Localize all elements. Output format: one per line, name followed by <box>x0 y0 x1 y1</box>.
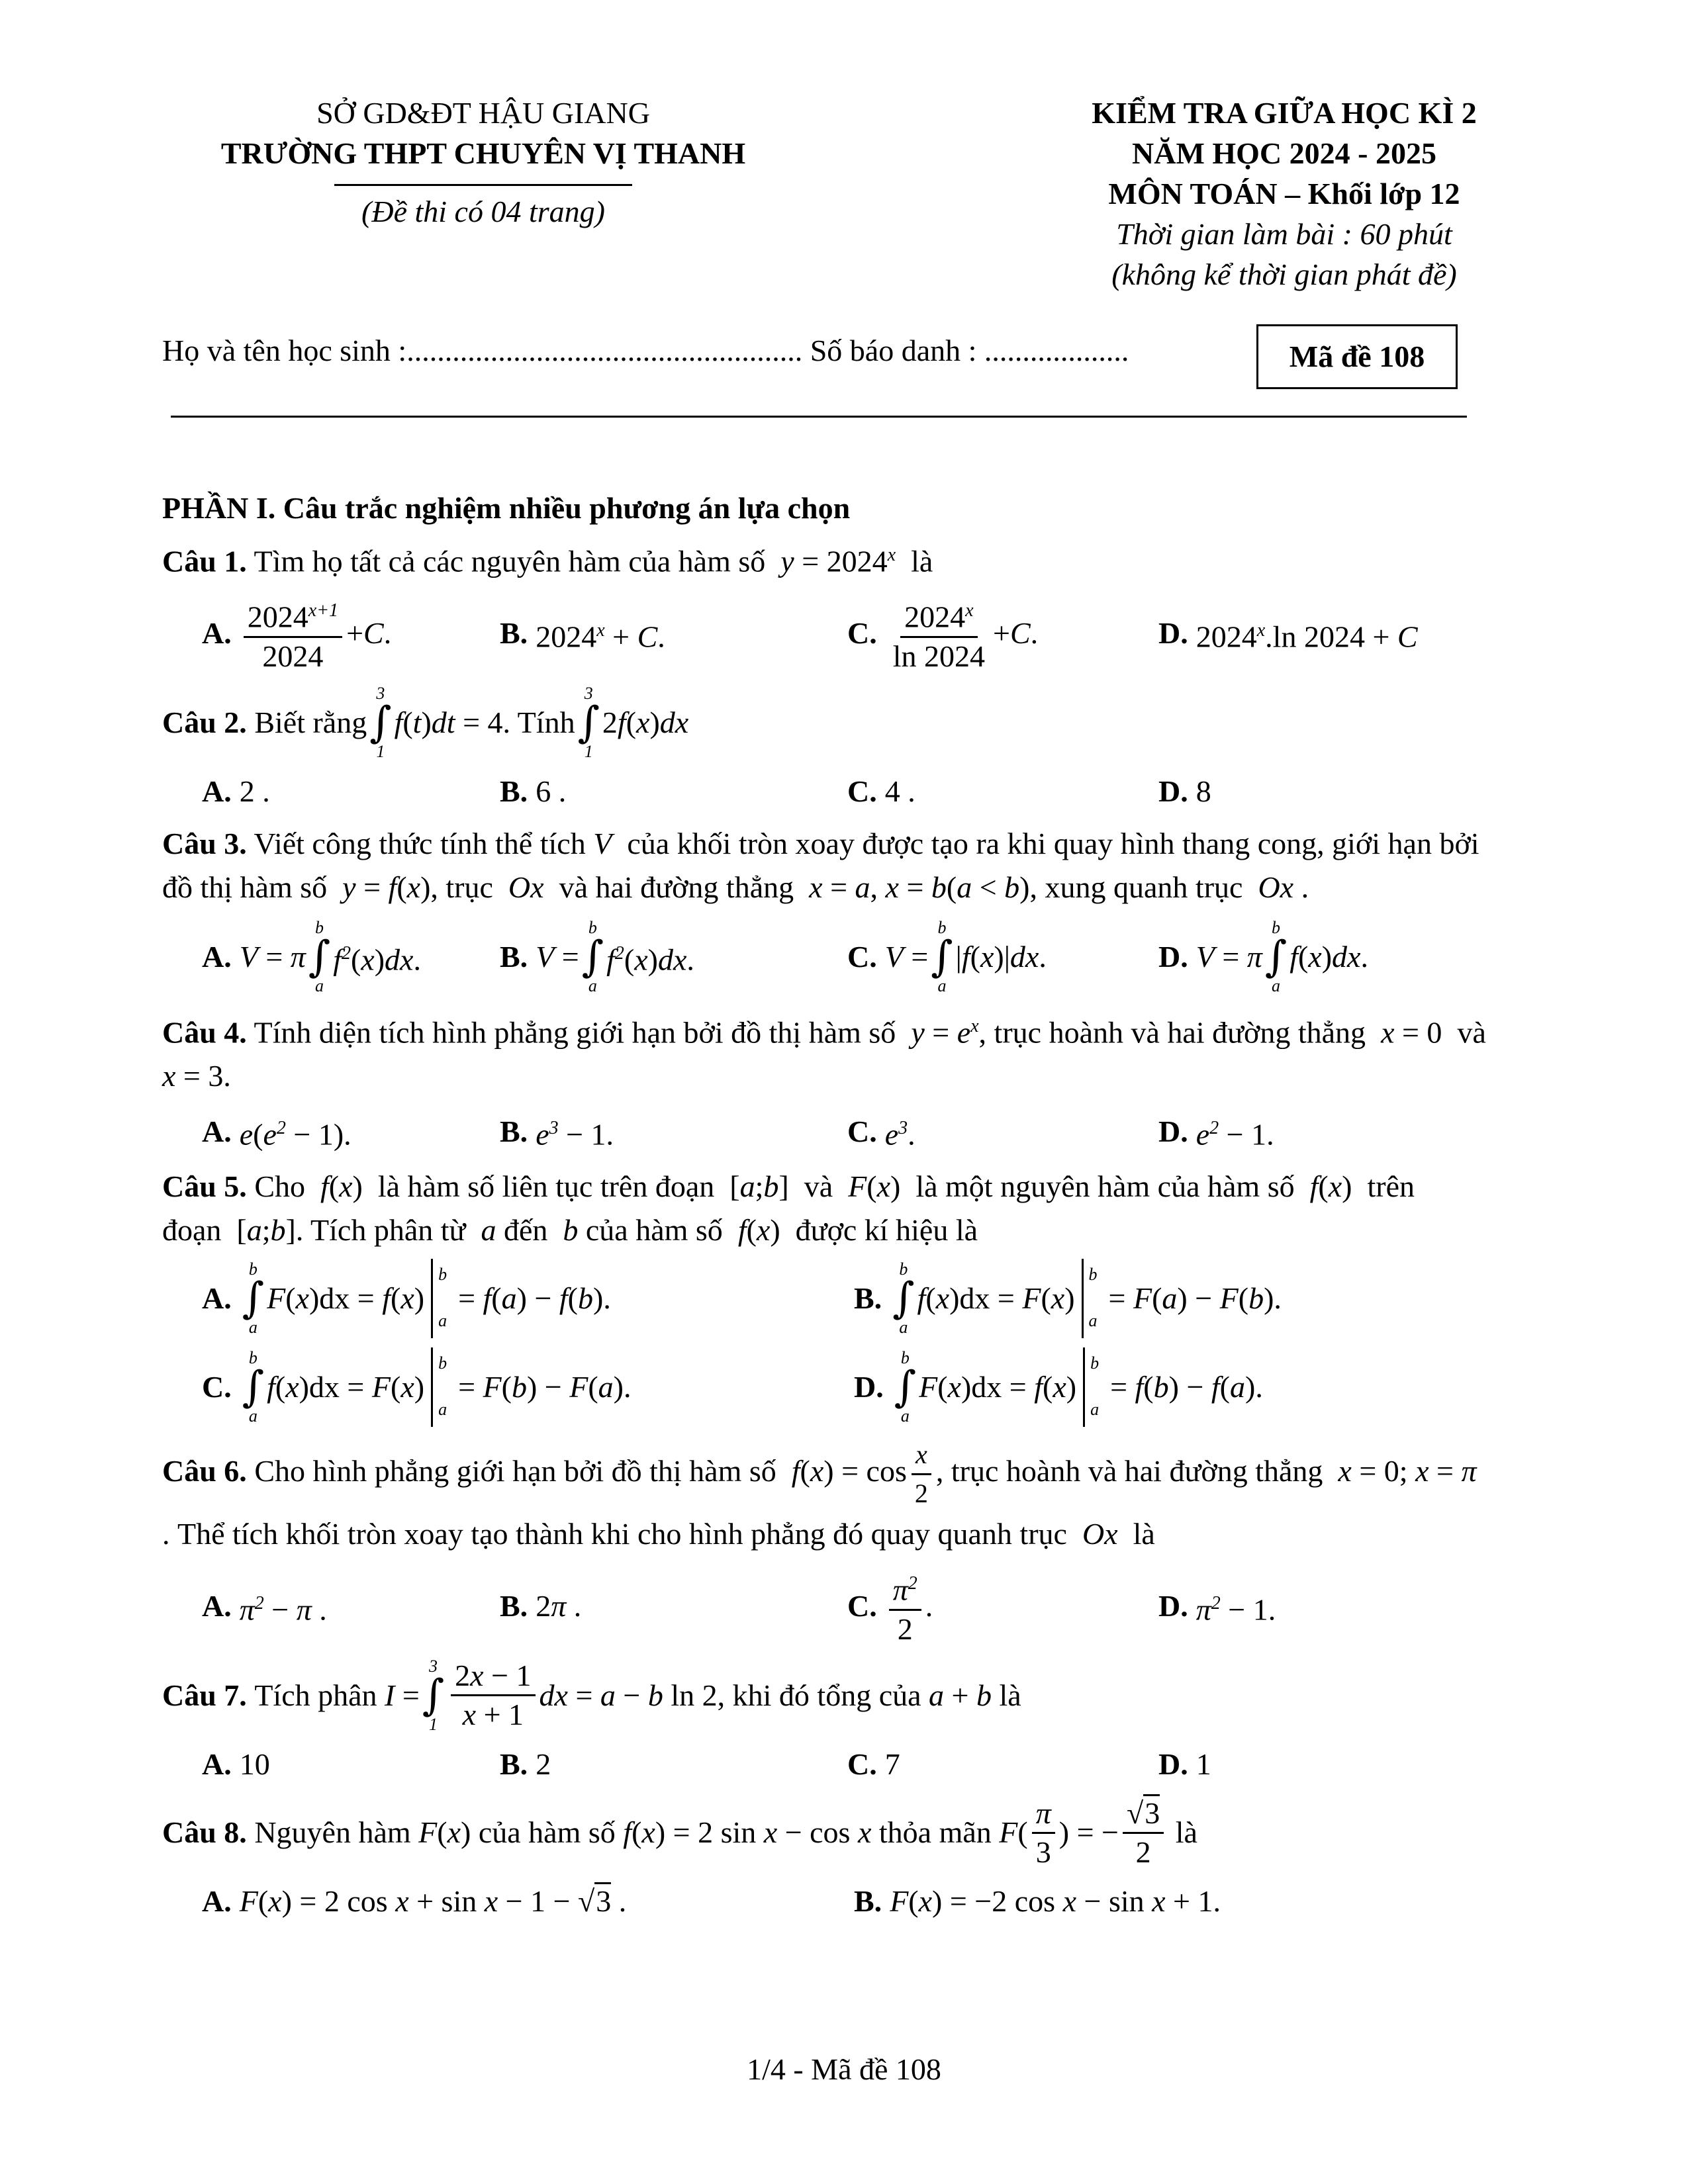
question-5-options-row1 <box>162 1259 1519 1338</box>
section-title: PHẦN I. Câu trắc nghiệm nhiều phương án lựa chọn <box>162 491 851 525</box>
q5-option-a[interactable]: A. b ∫ a F(x)dx = f(x) b a = f(a) − f(b). <box>202 1259 611 1338</box>
q3-option-c[interactable]: C. V = b ∫ a |f(x)|dx. <box>847 917 1047 995</box>
q4-option-c[interactable]: C. $e^3$. <box>847 1114 915 1152</box>
q4-option-d[interactable]: D. $e^2 - 1$. <box>1158 1114 1274 1152</box>
question-5: Câu 5. Cho f(x) là hàm số liên tục trên đoạn [a;b] và F(x) là một nguyên hàm của hàm số f(x) trên đoạn [a;b]. Tích phân từ a đến b của hàm số f(x) được kí hiệu là <box>162 1169 1415 1248</box>
exam-code-box: Mã đề 108 <box>1256 324 1458 389</box>
q1-option-b[interactable]: B. $2024^x + C$. <box>500 616 665 654</box>
duration: Thời gian làm bài : 60 phút <box>1116 217 1452 251</box>
exam-title: KIỂM TRA GIỮA HỌC KÌ 2 <box>1092 96 1477 130</box>
exam-header <box>953 93 1615 295</box>
student-id-field[interactable]: Số báo danh : ................... <box>810 334 1129 367</box>
school-name: TRƯỜNG THPT CHUYÊN VỊ THANH <box>220 136 746 170</box>
q8-option-b[interactable]: B. F(x) = −2 cos x − sin x + 1. <box>854 1884 1221 1918</box>
page-footer: 1/4 - Mã đề 108 <box>747 2052 941 2086</box>
q6-option-a[interactable]: A. $\pi^2 - \pi$ . <box>202 1589 327 1627</box>
question-5-options-row2 <box>162 1347 1519 1427</box>
question-4-options <box>162 1107 1519 1156</box>
q2-option-b[interactable]: B. 6 . <box>500 774 567 808</box>
student-info-line <box>162 324 1261 377</box>
q6-option-d[interactable]: D. $\pi^2 - 1$. <box>1158 1589 1276 1627</box>
question-3: Câu 3. Viết công thức tính thể tích V của khối tròn xoay được tạo ra khi quay hình thang cong, giới hạn bởi đồ thị hàm số y = f(x), trục Ox và hai đường thẳng x = a, x = b(a < b), xung quanh trục Ox . <box>162 826 1479 904</box>
student-name-field[interactable]: Họ và tên học sinh :.................................................... <box>162 334 803 367</box>
pages-note: (Đề thi có 04 trang) <box>361 195 605 228</box>
q1-option-d[interactable]: D. 2024$^x$.ln 2024 + C <box>1158 616 1418 654</box>
question-7: Câu 7. Tích phân I = 3 ∫ 1 $\frac{2x - 1}{x + 1}$ dx = a − b ln 2 , khi đó tổng của a + b là <box>162 1656 1021 1734</box>
q3-option-d[interactable]: D. V = π b ∫ a f(x)dx. <box>1158 917 1368 995</box>
question-7-options <box>162 1743 1519 1786</box>
q7-option-c[interactable]: C. 7 <box>847 1747 900 1781</box>
q2-option-c[interactable]: C. 4 . <box>847 774 915 808</box>
school-header <box>152 93 814 232</box>
q4-option-a[interactable]: A. $e(e^2 - 1)$. <box>202 1114 352 1152</box>
q3-option-a[interactable]: A. V = π b ∫ a $f^2(x)dx$. <box>202 917 421 995</box>
school-year: NĂM HỌC 2024 - 2025 <box>1132 136 1436 170</box>
q1-option-c[interactable]: C. $\frac{2024^x}{\ln 2024}$ +C. <box>847 592 1158 674</box>
question-1: Câu 1. Tìm họ tất cả các nguyên hàm của hàm số $y = 2024^x$ là <box>162 544 933 578</box>
q7-option-b[interactable]: B. 2 <box>500 1747 551 1781</box>
q6-option-b[interactable]: B. 2π . <box>500 1589 582 1623</box>
q1-option-a[interactable]: A. $\frac{2024^{x+1}}{2024}$ +C. <box>202 592 500 674</box>
question-6: Câu 6. Cho hình phẳng giới hạn bởi đồ thị hàm số f(x) = cos $\frac{x}{2}$ , trục hoành và hai đường thẳng x = 0; x = π . Thể tích khối tròn xoay tạo thành khi cho hình phẳng đó quay quanh trục Ox là <box>162 1436 1519 1556</box>
question-2-options <box>162 770 1519 813</box>
subject: MÔN TOÁN – Khối lớp 12 <box>1108 177 1460 210</box>
q4-option-b[interactable]: B. $e^3 - 1$. <box>500 1114 614 1152</box>
question-8-options <box>162 1880 1519 1923</box>
question-4: Câu 4. Tính diện tích hình phẳng giới hạn bởi đồ thị hàm số $y = e^x$, trục hoành và hai đường thẳng x = 0 và x = 3. <box>162 1015 1486 1093</box>
q7-option-a[interactable]: A. 10 <box>202 1747 270 1781</box>
q6-option-c[interactable]: C. $\frac{\pi^2}{2}$ . <box>847 1565 1158 1647</box>
q5-option-b[interactable]: B. b ∫ a f(x)dx = F(x) b a = F(a) − F(b). <box>854 1259 1282 1338</box>
question-2: Câu 2. Biết rằng 3 ∫ 1 f(t)dt = 4 . Tính 3 ∫ 1 2f(x)dx <box>162 683 689 761</box>
question-1-options <box>162 592 1519 674</box>
exam-content <box>162 488 1519 1932</box>
question-3-options <box>162 919 1519 995</box>
duration-note: (không kể thời gian phát đề) <box>1111 257 1457 291</box>
department-name: SỞ GD&ĐT HẬU GIANG <box>316 96 650 130</box>
header-divider <box>334 184 632 186</box>
q2-option-a[interactable]: A. 2 . <box>202 774 270 808</box>
q3-option-b[interactable]: B. V = b ∫ a $f^2(x)dx$. <box>500 917 694 995</box>
question-8: Câu 8. Nguyên hàm F(x) của hàm số f(x) = 2 sin x − cos x thỏa mãn F ( $\frac{\pi}{3}$ ) = − $\frac{√3}{2}$ là <box>162 1795 1519 1871</box>
q5-option-c[interactable]: C. b ∫ a f(x)dx = F(x) b a = F(b) − F(a). <box>202 1348 632 1426</box>
header-rule <box>171 416 1467 418</box>
q7-option-d[interactable]: D. 1 <box>1158 1747 1211 1781</box>
q8-option-a[interactable]: A. F(x) = 2 cos x + sin x − 1 − √3 . <box>202 1880 854 1923</box>
q5-option-d[interactable]: D. b ∫ a F(x)dx = f(x) b a = f(b) − f(a). <box>854 1348 1263 1426</box>
q2-option-d[interactable]: D. 8 <box>1158 774 1211 808</box>
question-6-options <box>162 1565 1519 1647</box>
